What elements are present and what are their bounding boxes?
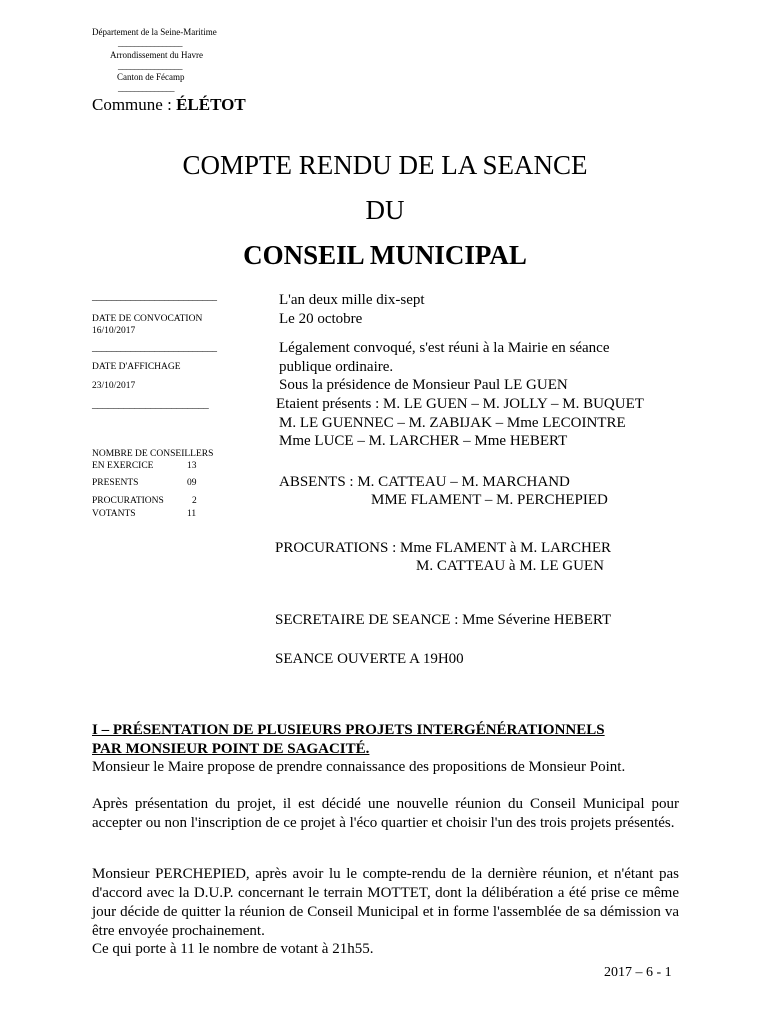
sidebar-rule: __________________________: [92, 342, 217, 353]
presents-label: PRESENTS: [92, 478, 139, 488]
exercice-value: 13: [187, 461, 197, 471]
procurations-value: 2: [192, 496, 197, 506]
presidence-line: Sous la présidence de Monsieur Paul LE GUEN: [279, 377, 568, 393]
presents-line-3: Mme LUCE – M. LARCHER – Mme HEBERT: [279, 433, 568, 449]
sidebar-rule: ______________________: [92, 398, 209, 410]
header-separator: ________________: [118, 38, 182, 48]
section-title-line-1: I – PRÉSENTATION DE PLUSIEURS PROJETS INTERGÉNÉRATIONNELS: [92, 722, 605, 738]
presents-value: 09: [187, 478, 197, 488]
convoque-line-1: Légalement convoqué, s'est réuni à la Mairie en séance: [279, 340, 610, 356]
procurations-line-2: M. CATTEAU à M. LE GUEN: [416, 558, 604, 574]
page-number: 2017 – 6 - 1: [604, 965, 672, 980]
convoque-line-2: publique ordinaire.: [279, 359, 394, 375]
section-paragraph-4: Ce qui porte à 11 le nombre de votant à 21h55.: [92, 941, 374, 957]
section-paragraph-3: Monsieur PERCHEPIED, après avoir lu le compte-rendu de la dernière réunion, et n'étant pas d'accord avec la D.U.P. concernant le terrain MOTTET, dont la délibération a été prise ce même jour décide de quitter la réunion de Conseil Municipal et in forme l'assemblée de sa démission va être envoyée prochainement.: [92, 866, 679, 939]
convocation-label: DATE DE CONVOCATION: [92, 314, 203, 324]
section-paragraph-2: Après présentation du projet, il est décidé une nouvelle réunion du Conseil Municipal pour accepter ou non l'inscription de ce projet à l'éco quartier et choisir l'un des trois projets présentés.: [92, 796, 679, 831]
year-line: L'an deux mille dix-sept: [279, 292, 425, 308]
votants-label: VOTANTS: [92, 509, 136, 519]
affichage-label: DATE D'AFFICHAGE: [92, 362, 181, 372]
exercice-label: EN EXERCICE: [92, 461, 154, 471]
presents-line-2: M. LE GUENNEC – M. ZABIJAK – Mme LECOINTRE: [279, 415, 626, 431]
commune: [92, 95, 246, 115]
section-paragraph-1: Monsieur le Maire propose de prendre connaissance des propositions de Monsieur Point.: [92, 759, 626, 775]
section-title-line-2: PAR MONSIEUR POINT DE SAGACITÉ.: [92, 741, 370, 757]
secretaire-line: SECRETAIRE DE SEANCE : Mme Séverine HEBERT: [275, 612, 612, 628]
commune-label: Commune :: [92, 95, 177, 114]
title-line-1: COMPTE RENDU DE LA SEANCE: [182, 150, 588, 180]
commune-name: ÉLÉTOT: [176, 95, 246, 114]
convocation-date: 16/10/2017: [92, 326, 136, 336]
sidebar-rule: __________________________: [92, 291, 217, 302]
ouverture-line: SEANCE OUVERTE A 19H00: [275, 651, 464, 667]
presents-line-1: Etaient présents : M. LE GUEN – M. JOLLY – M. BUQUET: [276, 396, 644, 412]
absents-line-1: ABSENTS : M. CATTEAU – M. MARCHAND: [279, 474, 570, 490]
procurations-label: PROCURATIONS: [92, 496, 164, 506]
canton: Canton de Fécamp: [117, 72, 185, 82]
title-line-3: CONSEIL MUNICIPAL: [243, 240, 527, 270]
arrondissement: Arrondissement du Havre: [110, 50, 203, 60]
title-line-2: DU: [365, 195, 405, 225]
procurations-line-1: PROCURATIONS : Mme FLAMENT à M. LARCHER: [275, 540, 611, 556]
header-separator: ________________: [118, 61, 182, 71]
date-line: Le 20 octobre: [279, 311, 363, 327]
absents-line-2: MME FLAMENT – M. PERCHEPIED: [371, 492, 608, 508]
departement: Département de la Seine-Maritime: [92, 27, 217, 37]
conseillers-label: NOMBRE DE CONSEILLERS: [92, 449, 214, 459]
votants-value: 11: [187, 509, 197, 519]
header-separator: ______________: [118, 83, 174, 93]
affichage-date: 23/10/2017: [92, 381, 136, 391]
